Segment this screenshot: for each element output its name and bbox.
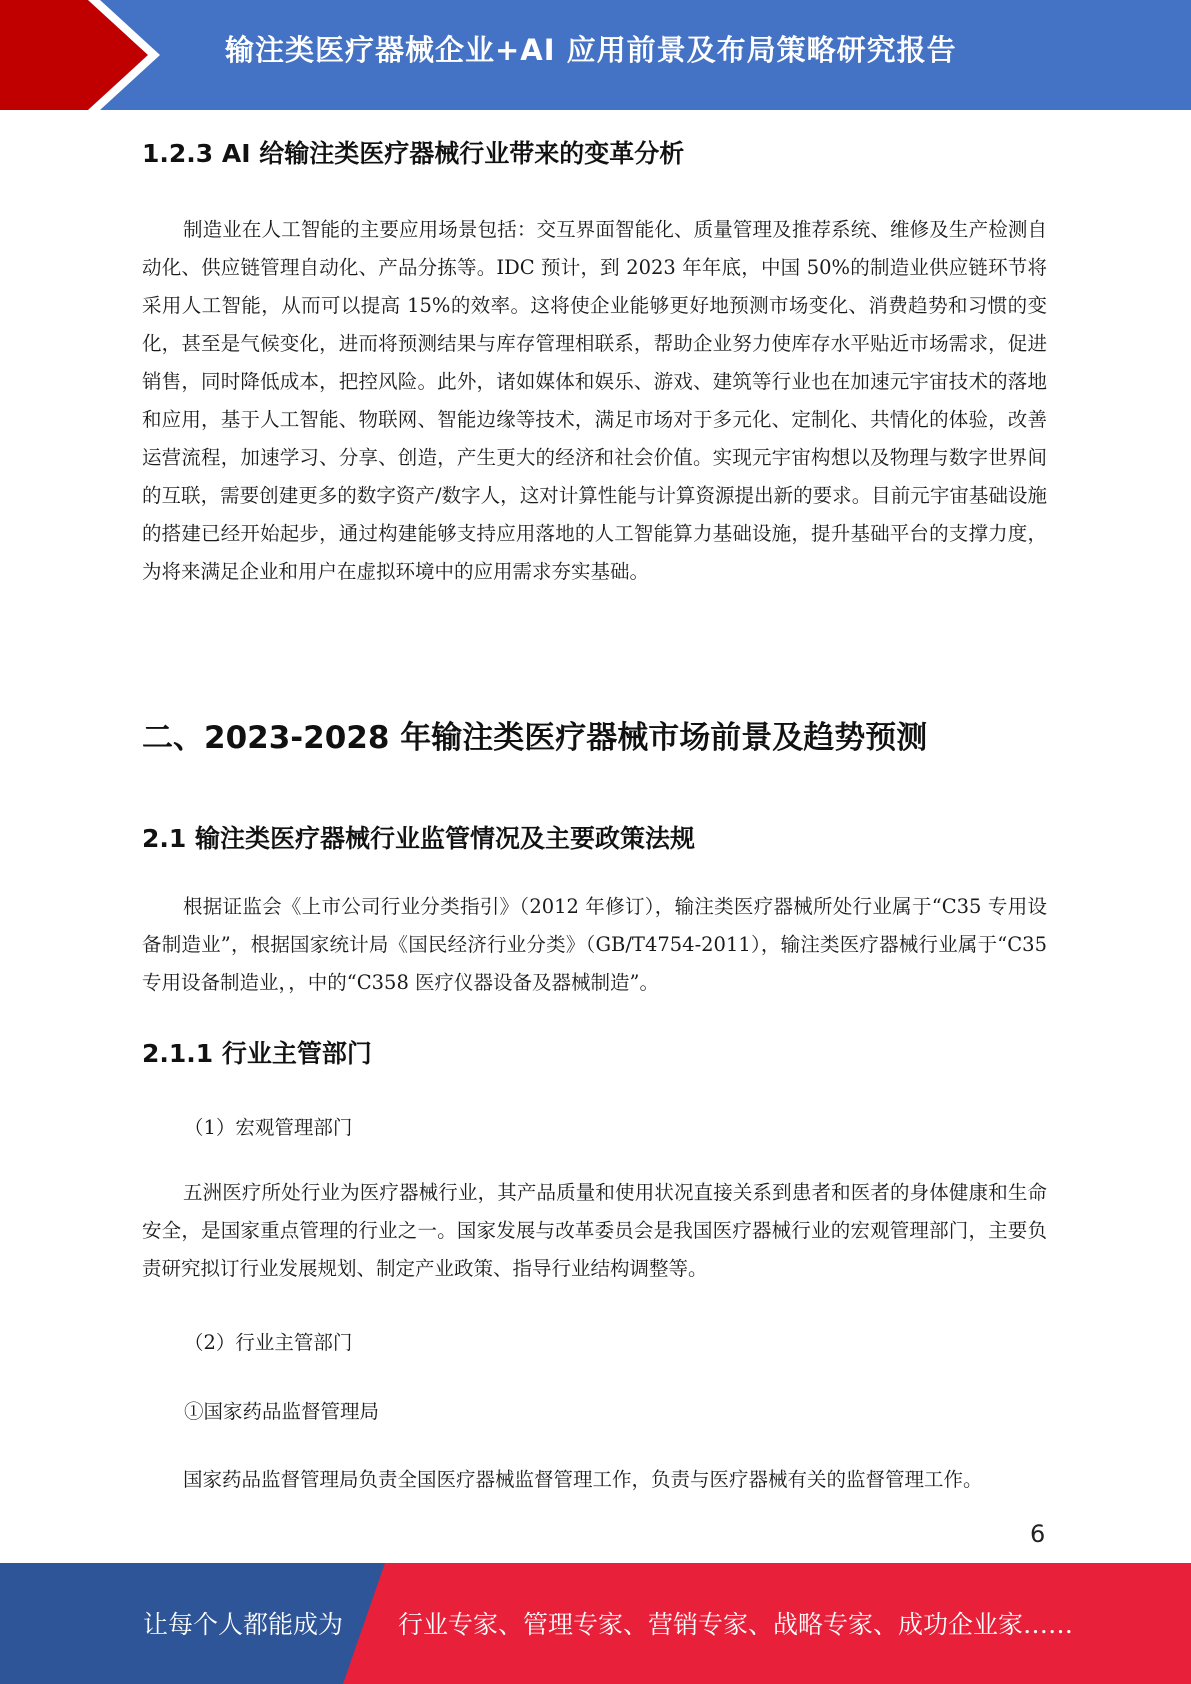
list-item-industry-authority: （2）行业主管部门 [184,1331,353,1354]
section-2-1-1-paragraph-2: 国家药品监督管理局负责全国医疗器械监督管理工作，负责与医疗器械有关的监督管理工作。 [183,1468,983,1491]
section-2-1-paragraph: 根据证监会《上市公司行业分类指引》（2012 年修订），输注类医疗器械所处行业属于“C35 专用设备制造业”，根据国家统计局《国民经济行业分类》（GB/T4754-2011），输注类医疗器械行业属于“C35 专用设备制造业，，中的“C358 医疗仪器设备及器械制造”。 [142,895,1047,994]
section-1-2-3-paragraph: 制造业在人工智能的主要应用场景包括：交互界面智能化、质量管理及推荐系统、维修及生产检测自动化、供应链管理自动化、产品分拣等。IDC 预计，到 2023 年年底，中国 50%的制造业供应链环节将采用人工智能，从而可以提高 15%的效率。这将使企业能够更好地预测市场变化、消费趋势和习惯的变化，甚至是气候变化，进而将预测结果与库存管理相联系，帮助企业努力使库存水平贴近市场需求，促进销售，同时降低成本，把控风险。此外，诸如媒体和娱乐、游戏、建筑等行业也在加速元宇宙技术的落地和应用，基于人工智能、物联网、智能边缘等技术，满足市场对于多元化、定制化、共情化的体验，改善运营流程，加速学习、分享、创造，产生更大的经济和社会价值。实现元宇宙构想以及物理与数字世界间的互联，需要创建更多的数字资产/数字人，这对计算性能与计算资源提出新的要求。目前元宇宙基础设施的搭建已经开始起步，通过构建能够支持应用落地的人工智能算力基础设施，提升基础平台的支撑力度，为将来满足企业和用户在虚拟环境中的应用需求夯实基础。 [142,218,1047,583]
section-heading-2-1-1: 2.1.1 行业主管部门 [142,1039,372,1068]
footer-slogan-left: 让每个人都能成为 [143,1610,344,1639]
page-footer [0,1563,1191,1684]
section-2-1-1-paragraph-1: 五洲医疗所处行业为医疗器械行业，其产品质量和使用状况直接关系到患者和医者的身体健康和生命安全，是国家重点管理的行业之一。国家发展与改革委员会是我国医疗器械行业的宏观管理部门，主要负责研究拟订行业发展规划、制定产业政策、指导行业结构调整等。 [142,1181,1047,1280]
footer-slogan-right: 行业专家、管理专家、营销专家、战略专家、成功企业家…… [398,1610,1074,1639]
section-heading-1-2-3: 1.2.3 AI 给输注类医疗器械行业带来的变革分析 [142,139,685,168]
page-header [0,0,1191,110]
report-title: 输注类医疗器械企业+AI 应用前景及布局策略研究报告 [225,33,957,67]
list-item-macro-management: （1）宏观管理部门 [184,1116,353,1139]
section-heading-2-1: 2.1 输注类医疗器械行业监管情况及主要政策法规 [142,824,695,853]
page-number: 6 [1030,1520,1046,1548]
chapter-heading-2: 二、2023-2028 年输注类医疗器械市场前景及趋势预测 [142,720,928,756]
list-item-nmpa: ①国家药品监督管理局 [184,1400,380,1423]
